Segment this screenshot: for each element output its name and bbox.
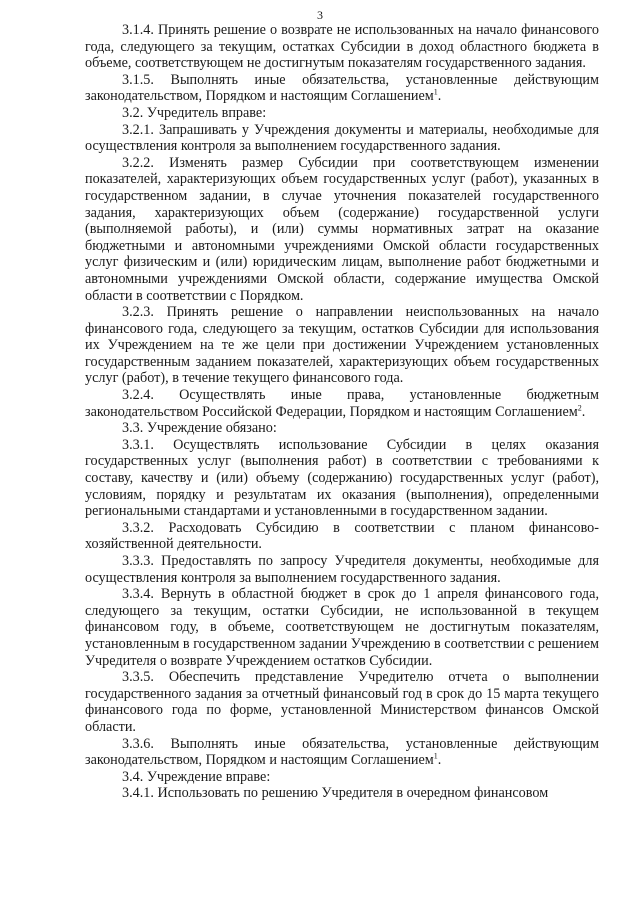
clause-text: 3.1.5. Выполнять иные обязательства, установленные действующим законодательством, Порядком и настоящим Соглашением [85, 71, 599, 105]
clause-3-2-3 [85, 304, 599, 387]
clause-text: 3.1.4. Принять решение о возврате не использованных на начало финансового года, следующего за текущим, остатках Субсидии в доход областного бюджета в объеме, соответствующем не достигнутым показателям государственного задания. [85, 22, 599, 72]
clause-3-2-4: 3.2.4. Осуществлять иные права, установленные бюджетным законодательством Российской Федерации, Порядком и настоящим Соглашением$^2$. [85, 387, 599, 420]
clause-text: 3.4. Учреждение вправе: [122, 768, 271, 785]
section-3-3-heading [85, 420, 599, 437]
footnote-marker: 2 [577, 402, 582, 412]
clause-3-3-5 [85, 669, 599, 735]
clause-text: 3.3.2. Расходовать Субсидию в соответствии с планом финансово-хозяйственной деятельности. [85, 519, 599, 553]
page-number: 3 [317, 8, 323, 22]
clause-text: 3.2.4. Осуществлять иные права, установленные бюджетным законодательством Российской Федерации, Порядком и настоящим Соглашением [85, 387, 599, 420]
clause-3-2-1 [85, 122, 599, 155]
clause-text: 3.2.2. Изменять размер Субсидии при соответствующем изменении показателей, характеризующих объем государственных услуг (работ), указанных в государственном задании, в случае уточнения показателей государственного задания, характеризующих объем (содержание) государственной услуги (выполняемой работы), и (или) суммы нормативных затрат на оказание бюджетными и автономными учреждениями Омской области государственных услуг физическим и (или) юридическим лицам, выполнение работ бюджетными и автономными учреждениями Омской области, содержание имущества Омской области в соответствии с Порядком. [85, 154, 599, 304]
clause-3-2-2 [85, 155, 599, 304]
clause-3-3-6: 3.3.6. Выполнять иные обязательства, установленные действующим законодательством, Порядком и настоящим Соглашением$^1$. [85, 735, 599, 769]
footnote-marker: 1 [433, 751, 438, 761]
clause-text: 3.3.1. Осуществлять использование Субсидии в целях оказания государственных услуг (выполнения работ) в соответствии с требованиями к составу, качеству и (или) объему (содержанию) государственных услуг (работ), условиям, порядку и результатам их оказания (выполнения), определенными региональными стандартами и установленными в государственном задании. [85, 436, 599, 520]
section-3-2-heading [85, 105, 599, 122]
footnote-marker: 1 [433, 87, 438, 97]
clause-text: 3.2.3. Принять решение о направлении неиспользованных на начало финансового года, следующего за текущим, остатков Субсидии для использования их Учреждением на те же цели при достижении Учреждением установленных государственным заданием показателей, характеризующих объем государственных услуг (работ), в течение текущего финансового года. [85, 304, 599, 387]
section-3-4-heading [85, 769, 599, 786]
clause-3-3-4 [85, 586, 599, 669]
clause-text: 3.3.4. Вернуть в областной бюджет в срок до 1 апреля финансового года, следующего за текущим, остатки Субсидии, не использованной в текущем финансовом году, в объеме, соответствующем не достигнутым показателям, установленным в государственном задании Учреждению в соответствии с решением Учредителя о возврате Учреждением остатков Субсидии. [85, 586, 599, 669]
clause-text: 3.4.1. Использовать по решению Учредителя в очередном финансовом [122, 785, 549, 802]
clause-text: 3.3.5. Обеспечить представление Учредителю отчета о выполнении государственного задания за отчетный финансовый год в срок до 15 марта текущего финансового года по форме, установленной Министерством финансов Омской области. [85, 669, 599, 735]
clause-3-3-3 [85, 553, 599, 586]
clause-text: 3.2. Учредитель вправе: [122, 104, 267, 121]
clause-text: 3.3.6. Выполнять иные обязательства, установленные действующим законодательством, Порядком и настоящим Соглашением [85, 735, 599, 769]
clause-3-3-1 [85, 437, 599, 520]
clause-3-4-1 [85, 785, 599, 802]
document-body [85, 22, 599, 802]
clause-3-3-2 [85, 520, 599, 553]
clause-3-1-4 [85, 22, 599, 72]
clause-text: 3.2.1. Запрашивать у Учреждения документы и материалы, необходимые для осуществления контроля за выполнением государственного задания. [85, 121, 599, 155]
clause-text: 3.3.3. Предоставлять по запросу Учредителя документы, необходимые для осуществления контроля за выполнением государственного задания. [85, 553, 599, 586]
clause-text: 3.3. Учреждение обязано: [122, 420, 277, 437]
clause-3-1-5: 3.1.5. Выполнять иные обязательства, установленные действующим законодательством, Порядком и настоящим Соглашением$^1$. [85, 71, 599, 105]
